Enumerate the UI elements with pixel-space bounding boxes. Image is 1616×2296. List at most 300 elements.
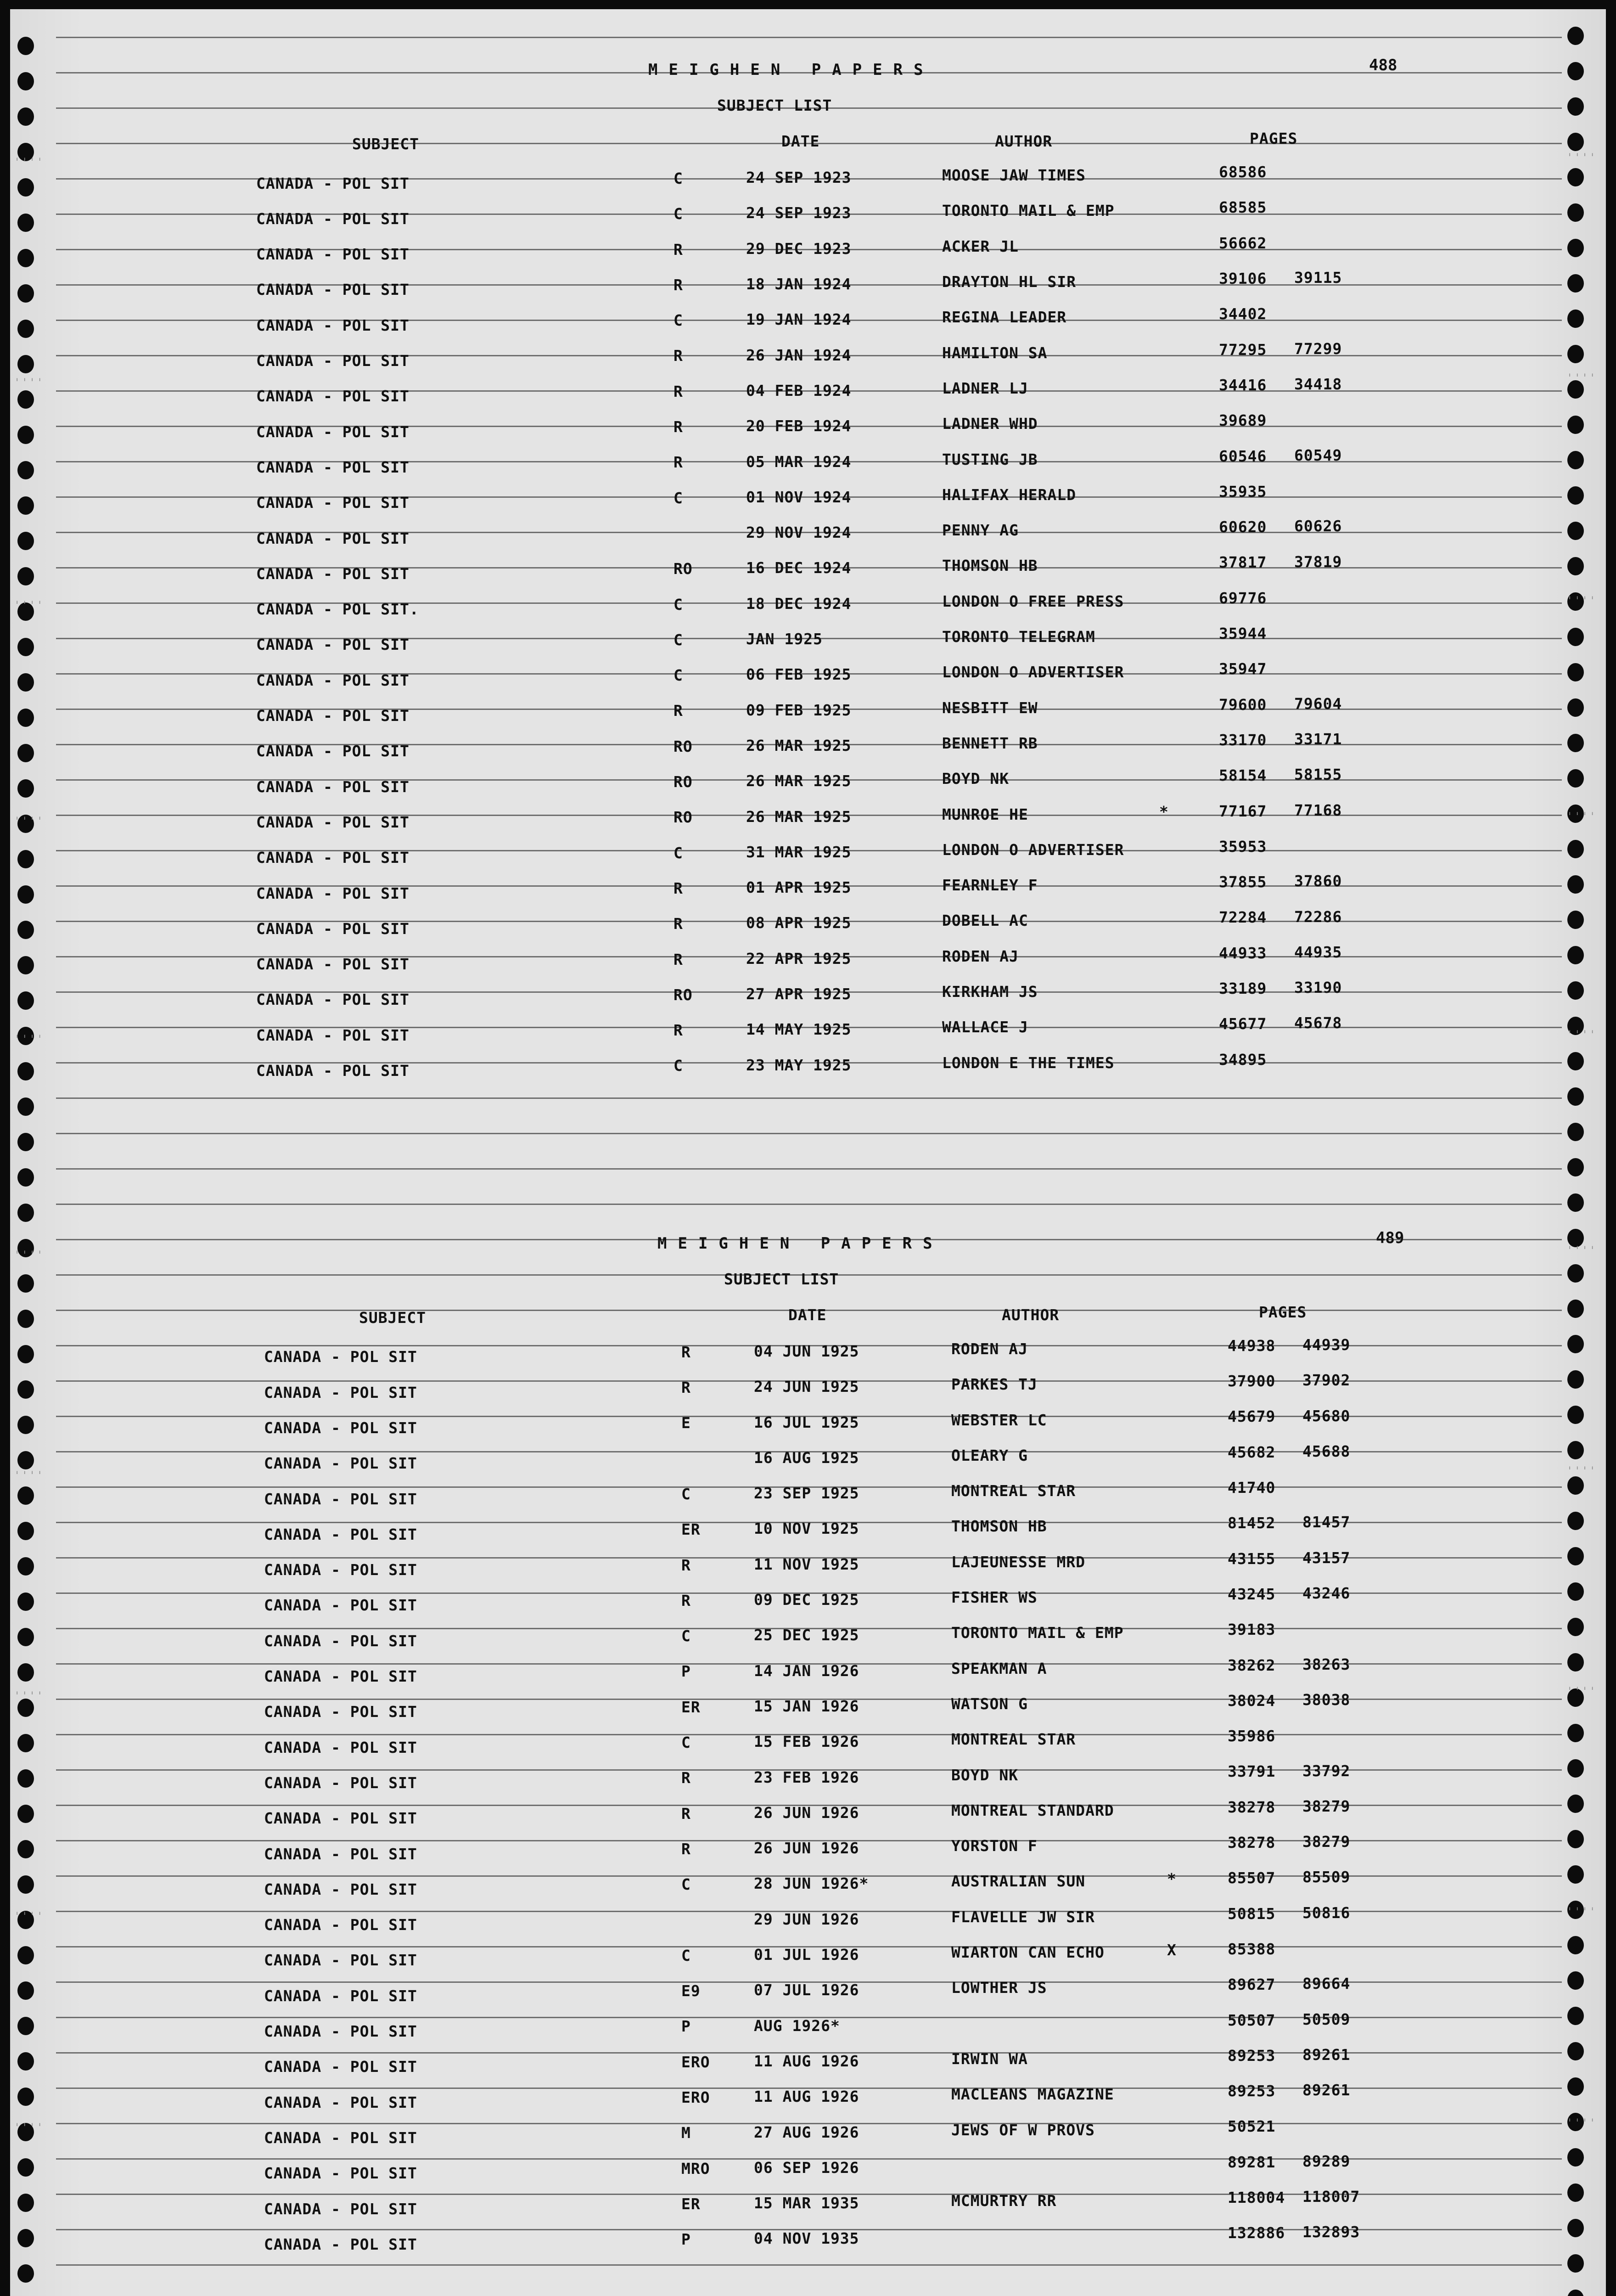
subject-cell: CANADA - POL SIT <box>256 387 410 405</box>
page-end-cell: 77168 <box>1294 801 1342 819</box>
subject-cell: CANADA - POL SIT <box>264 1951 417 1970</box>
author-cell: LONDON O ADVERTISER <box>942 663 1124 681</box>
date-cell: 26 MAR 1925 <box>746 736 852 754</box>
subject-cell: CANADA - POL SIT <box>256 316 410 334</box>
page-end-cell: 79604 <box>1294 694 1342 713</box>
code-cell: R <box>673 1021 683 1040</box>
page-start-cell: 34895 <box>1219 1050 1267 1069</box>
subject-cell: CANADA - POL SIT <box>256 1062 410 1080</box>
date-cell: 26 MAR 1925 <box>746 772 852 790</box>
author-cell: TORONTO TELEGRAM <box>942 628 1095 646</box>
date-cell: 31 MAR 1925 <box>746 843 852 861</box>
page-start-cell: 50521 <box>1228 2117 1276 2136</box>
page-start-cell: 85507 <box>1228 1869 1276 1887</box>
page-start-cell: 33791 <box>1228 1762 1276 1781</box>
code-cell: M <box>681 2124 691 2142</box>
page-start-cell: 35953 <box>1219 837 1267 855</box>
page-end-cell: 50509 <box>1302 2010 1351 2028</box>
page-start-cell: 37855 <box>1219 873 1267 891</box>
author-cell: YORSTON F <box>951 1837 1038 1855</box>
subject-cell: CANADA - POL SIT <box>256 742 410 760</box>
date-cell: 16 AUG 1925 <box>754 1448 859 1467</box>
page-end-cell: 77299 <box>1294 339 1342 358</box>
page-start-cell: 38262 <box>1228 1656 1276 1674</box>
author-cell: HALIFAX HERALD <box>942 485 1077 504</box>
page-start-cell: 44933 <box>1219 944 1267 962</box>
subject-cell: CANADA - POL SIT <box>256 777 410 796</box>
author-cell: RODEN AJ <box>951 1339 1028 1358</box>
page-end-cell: 34418 <box>1294 375 1342 393</box>
date-cell: 10 NOV 1925 <box>754 1519 859 1538</box>
code-cell: R <box>673 879 683 897</box>
column-header-date: DATE <box>788 1306 827 1324</box>
subject-cell: CANADA - POL SIT <box>264 1738 417 1756</box>
code-cell: R <box>681 1591 691 1609</box>
subject-cell: CANADA - POL SIT <box>264 1703 417 1721</box>
page-end-cell: 38279 <box>1302 1797 1351 1815</box>
page-end-cell: 72286 <box>1294 907 1342 926</box>
perforation-mark: ˈˈˈˈ <box>14 2122 44 2134</box>
date-cell: 06 SEP 1926 <box>754 2158 859 2177</box>
code-cell: R <box>681 1840 691 1858</box>
page-start-cell: 89253 <box>1228 2082 1276 2100</box>
perforation-mark: ˈˈˈˈ <box>1566 1244 1597 1257</box>
page-end-cell: 33190 <box>1294 979 1342 997</box>
subject-cell: CANADA - POL SIT <box>256 529 410 547</box>
date-cell: 14 JAN 1926 <box>754 1661 859 1680</box>
page-end-cell: 85509 <box>1302 1868 1351 1886</box>
author-cell: ACKER JL <box>942 237 1019 255</box>
page-start-cell: 68585 <box>1219 198 1267 217</box>
perforation-mark: ˈˈˈˈ <box>1566 1685 1597 1698</box>
subject-cell: CANADA - POL SIT <box>264 1561 417 1579</box>
date-cell: 08 APR 1925 <box>746 914 852 932</box>
code-cell: C <box>681 1733 691 1752</box>
subject-cell: CANADA - POL SIT <box>264 1348 417 1366</box>
page-end-cell: 38279 <box>1302 1833 1351 1851</box>
code-cell: C <box>681 1485 691 1503</box>
date-cell: 26 JUN 1926 <box>754 1803 859 1822</box>
subject-cell: CANADA - POL SIT <box>256 422 410 441</box>
date-cell: 15 FEB 1926 <box>754 1733 859 1751</box>
code-cell: P <box>681 1662 691 1681</box>
code-cell: ER <box>681 1520 701 1539</box>
perforation-mark: ˈˈˈˈ <box>1566 372 1597 385</box>
author-cell: THOMSON HB <box>942 557 1038 575</box>
subject-cell: CANADA - POL SIT <box>264 2022 417 2041</box>
author-cell: MONTREAL STAR <box>951 1730 1076 1749</box>
subject-cell: CANADA - POL SIT <box>256 813 410 831</box>
page-end-cell: 37860 <box>1294 872 1342 890</box>
perforation-mark: ˈˈˈˈ <box>14 1469 44 1482</box>
subject-cell: CANADA - POL SIT <box>264 2164 417 2183</box>
date-cell: 18 DEC 1924 <box>746 594 852 613</box>
code-cell: C <box>673 205 683 223</box>
author-cell: DRAYTON HL SIR <box>942 273 1077 291</box>
printout-page <box>10 9 1606 2296</box>
page-start-cell: 89253 <box>1228 2046 1276 2065</box>
page-end-cell: 118007 <box>1302 2188 1360 2206</box>
page-start-cell: 89627 <box>1228 1975 1276 1994</box>
date-cell: 28 JUN 1926* <box>754 1874 869 1893</box>
subject-list-heading: SUBJECT LIST <box>724 1270 839 1288</box>
page-start-cell: 79600 <box>1219 695 1267 714</box>
author-cell: IRWIN WA <box>951 2049 1028 2068</box>
perforation-mark: ˈˈˈˈ <box>1566 2117 1597 2130</box>
date-cell: 27 AUG 1926 <box>754 2123 859 2141</box>
author-cell: MUNROE HE <box>942 805 1028 823</box>
page-number: 488 <box>1369 56 1397 74</box>
code-cell: RO <box>673 560 693 578</box>
page-end-cell: 44939 <box>1302 1335 1351 1354</box>
perforation-mark: ˈˈˈˈ <box>1566 152 1597 164</box>
code-cell: C <box>673 489 683 507</box>
perforation-mark: ˈˈˈˈ <box>1566 810 1597 823</box>
author-cell: MONTREAL STANDARD <box>951 1801 1114 1819</box>
column-header-pages: PAGES <box>1259 1303 1307 1321</box>
author-cell: MOOSE JAW TIMES <box>942 166 1086 185</box>
subject-cell: CANADA - POL SIT <box>264 2128 417 2147</box>
author-cell: BENNETT RB <box>942 734 1038 752</box>
page-end-cell: 132893 <box>1302 2223 1360 2241</box>
date-cell: 20 FEB 1924 <box>746 417 852 435</box>
subject-cell: CANADA - POL SIT <box>256 1026 410 1044</box>
page-489-section <box>10 1183 1606 2296</box>
date-cell: 09 FEB 1925 <box>746 701 852 719</box>
page-start-cell: 37900 <box>1228 1372 1276 1390</box>
page-start-cell: 132886 <box>1228 2224 1285 2242</box>
page-start-cell: 35947 <box>1219 660 1267 678</box>
subject-cell: CANADA - POL SIT <box>264 1490 417 1508</box>
subject-cell: CANADA - POL SIT. <box>256 600 419 619</box>
page-start-cell: 81452 <box>1228 1514 1276 1532</box>
page-start-cell: 69776 <box>1219 589 1267 607</box>
subject-cell: CANADA - POL SIT <box>256 919 410 938</box>
page-start-cell: 89281 <box>1228 2153 1276 2171</box>
author-cell: PENNY AG <box>942 521 1019 540</box>
author-cell: HAMILTON SA <box>942 343 1048 362</box>
page-start-cell: 72284 <box>1219 908 1267 927</box>
page-start-cell: 50507 <box>1228 2011 1276 2029</box>
subject-cell: CANADA - POL SIT <box>264 1773 417 1792</box>
page-start-cell: 35944 <box>1219 625 1267 642</box>
mark-cell: * <box>1167 1869 1177 1888</box>
page-start-cell: 45682 <box>1228 1443 1276 1461</box>
page-start-cell: 60546 <box>1219 447 1267 465</box>
code-cell: C <box>681 1946 691 1964</box>
author-cell: LONDON O ADVERTISER <box>942 840 1124 859</box>
author-cell: LONDON O FREE PRESS <box>942 592 1124 610</box>
page-start-cell: 43245 <box>1228 1585 1276 1603</box>
page-end-cell: 33792 <box>1302 1761 1351 1780</box>
date-cell: 26 JUN 1926 <box>754 1839 859 1857</box>
subject-cell: CANADA - POL SIT <box>256 564 410 583</box>
author-cell: WATSON G <box>951 1694 1028 1713</box>
perforation-mark: ˈˈˈˈ <box>14 156 44 169</box>
page-end-cell: 45688 <box>1302 1442 1351 1460</box>
date-cell: 07 JUL 1926 <box>754 1981 859 1999</box>
code-cell: R <box>673 347 683 365</box>
date-cell: 15 MAR 1935 <box>754 2194 859 2212</box>
code-cell: R <box>673 418 683 436</box>
page-start-cell: 37817 <box>1219 553 1267 572</box>
page-end-cell: 43157 <box>1302 1548 1351 1567</box>
page-end-cell: 89261 <box>1302 2045 1351 2064</box>
code-cell: ERO <box>681 2053 710 2071</box>
subject-cell: CANADA - POL SIT <box>264 2235 417 2253</box>
code-cell: ER <box>681 2195 701 2213</box>
subject-cell: CANADA - POL SIT <box>256 955 410 974</box>
author-cell: TORONTO MAIL & EMP <box>951 1624 1124 1642</box>
page-start-cell: 45679 <box>1228 1407 1276 1426</box>
code-cell: C <box>681 1627 691 1645</box>
mark-cell: X <box>1167 1941 1177 1959</box>
subject-cell: CANADA - POL SIT <box>256 245 410 264</box>
author-cell: THOMSON HB <box>951 1517 1047 1536</box>
date-cell: 16 DEC 1924 <box>746 559 852 577</box>
column-header-pages: PAGES <box>1250 129 1298 147</box>
page-start-cell: 56662 <box>1219 234 1267 252</box>
page-end-cell: 37819 <box>1294 552 1342 571</box>
perforation-mark: ˈˈˈˈ <box>1566 595 1597 608</box>
subject-cell: CANADA - POL SIT <box>256 636 410 654</box>
subject-cell: CANADA - POL SIT <box>264 2093 417 2111</box>
author-cell: MCMURTRY RR <box>951 2192 1057 2210</box>
code-cell: C <box>673 666 683 685</box>
code-cell: C <box>673 630 683 649</box>
code-cell: R <box>681 1804 691 1823</box>
page-end-cell: 33171 <box>1294 730 1342 748</box>
author-cell: LADNER LJ <box>942 379 1028 397</box>
page-end-cell: 50816 <box>1302 1903 1351 1922</box>
code-cell: R <box>681 1556 691 1574</box>
subject-cell: CANADA - POL SIT <box>264 2058 417 2076</box>
perforation-mark: ˈˈˈˈ <box>14 1690 44 1703</box>
page-start-cell: 68586 <box>1219 163 1267 181</box>
code-cell: R <box>673 702 683 720</box>
author-cell: FISHER WS <box>951 1588 1038 1607</box>
subject-cell: CANADA - POL SIT <box>264 1880 417 1898</box>
code-cell: RO <box>673 808 693 827</box>
code-cell: C <box>673 311 683 330</box>
author-cell: LOWTHER JS <box>951 1979 1047 1997</box>
author-cell: LAJEUNESSE MRD <box>951 1553 1086 1571</box>
subject-list-heading: SUBJECT LIST <box>717 96 832 114</box>
subject-cell: CANADA - POL SIT <box>256 990 410 1009</box>
date-cell: 15 JAN 1926 <box>754 1697 859 1715</box>
author-cell: FLAVELLE JW SIR <box>951 1908 1095 1926</box>
subject-cell: CANADA - POL SIT <box>256 707 410 725</box>
page-start-cell: 45677 <box>1219 1015 1267 1033</box>
subject-cell: CANADA - POL SIT <box>256 209 410 228</box>
subject-cell: CANADA - POL SIT <box>256 671 410 689</box>
code-cell: R <box>673 382 683 400</box>
page-start-cell: 77295 <box>1219 340 1267 359</box>
page-start-cell: 33189 <box>1219 979 1267 997</box>
date-cell: 01 NOV 1924 <box>746 488 852 506</box>
page-start-cell: 34402 <box>1219 305 1267 323</box>
code-cell: RO <box>673 985 693 1004</box>
code-cell: P <box>681 2230 691 2249</box>
code-cell: C <box>673 169 683 187</box>
author-cell: MACLEANS MAGAZINE <box>951 2085 1114 2104</box>
code-cell: R <box>681 1379 691 1397</box>
perforation-mark: ˈˈˈˈ <box>14 599 44 612</box>
date-cell: 24 SEP 1923 <box>746 169 852 187</box>
page-start-cell: 77167 <box>1219 802 1267 820</box>
date-cell: AUG 1926* <box>754 2016 840 2035</box>
page-start-cell: 85388 <box>1228 1940 1276 1958</box>
page-start-cell: 58154 <box>1219 766 1267 785</box>
author-cell: SPEAKMAN A <box>951 1659 1047 1677</box>
date-cell: 11 AUG 1926 <box>754 2088 859 2106</box>
page-start-cell: 33170 <box>1219 731 1267 749</box>
date-cell: 14 MAY 1925 <box>746 1020 852 1039</box>
date-cell: JAN 1925 <box>746 630 823 648</box>
author-cell: JEWS OF W PROVS <box>951 2121 1095 2139</box>
page-start-cell: 41740 <box>1228 1479 1276 1497</box>
page-start-cell: 38278 <box>1228 1834 1276 1852</box>
code-cell: RO <box>673 737 693 755</box>
page-start-cell: 39183 <box>1228 1621 1276 1639</box>
date-cell: 24 JUN 1925 <box>754 1378 859 1396</box>
author-cell: TORONTO MAIL & EMP <box>942 202 1115 220</box>
perforation-mark: ˈˈˈˈ <box>14 815 44 828</box>
document-title: MEIGHEN PAPERS <box>657 1234 943 1253</box>
page-end-cell: 39115 <box>1294 269 1342 287</box>
author-cell: BOYD NK <box>951 1766 1019 1784</box>
subject-cell: CANADA - POL SIT <box>256 849 410 867</box>
date-cell: 16 JUL 1925 <box>754 1413 859 1431</box>
subject-cell: CANADA - POL SIT <box>264 1809 417 1828</box>
code-cell: R <box>673 240 683 259</box>
code-cell: C <box>681 1875 691 1894</box>
subject-cell: CANADA - POL SIT <box>256 174 410 192</box>
author-cell: DOBELL AC <box>942 912 1028 930</box>
author-cell: TUSTING JB <box>942 450 1038 468</box>
page-start-cell: 60620 <box>1219 518 1267 536</box>
code-cell: P <box>681 2017 691 2036</box>
page-start-cell: 118004 <box>1228 2189 1285 2207</box>
page-start-cell: 43155 <box>1228 1549 1276 1568</box>
subject-cell: CANADA - POL SIT <box>256 884 410 902</box>
author-cell: WIARTON CAN ECHO <box>951 1943 1105 1962</box>
page-number: 489 <box>1376 1229 1404 1247</box>
subject-cell: CANADA - POL SIT <box>264 1383 417 1401</box>
code-cell: E <box>681 1414 691 1432</box>
date-cell: 26 MAR 1925 <box>746 807 852 826</box>
date-cell: 04 JUN 1925 <box>754 1342 859 1360</box>
page-end-cell: 45680 <box>1302 1407 1351 1425</box>
page-488-section <box>10 9 1606 1185</box>
column-header-author: AUTHOR <box>1002 1306 1060 1324</box>
mark-cell: * <box>1159 803 1169 821</box>
date-cell: 04 FEB 1924 <box>746 381 852 400</box>
subject-cell: CANADA - POL SIT <box>264 1525 417 1543</box>
date-cell: 23 SEP 1925 <box>754 1484 859 1503</box>
page-end-cell: 89664 <box>1302 1975 1351 1993</box>
page-end-cell: 89289 <box>1302 2152 1351 2170</box>
author-cell: KIRKHAM JS <box>942 983 1038 1001</box>
date-cell: 29 DEC 1923 <box>746 239 852 258</box>
page-start-cell: 38024 <box>1228 1691 1276 1710</box>
subject-cell: CANADA - POL SIT <box>256 281 410 299</box>
code-cell: ERO <box>681 2088 710 2107</box>
date-cell: 11 AUG 1926 <box>754 2052 859 2070</box>
date-cell: 09 DEC 1925 <box>754 1591 859 1609</box>
subject-cell: CANADA - POL SIT <box>256 458 410 476</box>
date-cell: 27 APR 1925 <box>746 985 852 1003</box>
page-end-cell: 37902 <box>1302 1371 1351 1390</box>
date-cell: 01 JUL 1926 <box>754 1946 859 1964</box>
subject-cell: CANADA - POL SIT <box>256 494 410 512</box>
code-cell: C <box>673 844 683 862</box>
perforation-mark: ˈˈˈˈ <box>1566 1465 1597 1478</box>
date-cell: 24 SEP 1923 <box>746 204 852 222</box>
page-start-cell: 38278 <box>1228 1798 1276 1816</box>
page-start-cell: 44938 <box>1228 1336 1276 1355</box>
subject-cell: CANADA - POL SIT <box>264 1418 417 1437</box>
author-cell: NESBITT EW <box>942 698 1038 717</box>
column-header-author: AUTHOR <box>995 132 1053 150</box>
perforation-mark: ˈˈˈˈ <box>1566 1029 1597 1041</box>
code-cell: MRO <box>681 2159 710 2178</box>
code-cell: R <box>673 950 683 968</box>
subject-cell: CANADA - POL SIT <box>264 1454 417 1473</box>
code-cell: R <box>673 915 683 933</box>
subject-cell: CANADA - POL SIT <box>264 1632 417 1650</box>
author-cell: AUSTRALIAN SUN <box>951 1872 1086 1891</box>
author-cell: RODEN AJ <box>942 947 1019 965</box>
author-cell: FEARNLEY F <box>942 876 1038 895</box>
date-cell: 29 NOV 1924 <box>746 523 852 542</box>
code-cell: R <box>673 453 683 472</box>
page-end-cell: 45678 <box>1294 1014 1342 1032</box>
author-cell: REGINA LEADER <box>942 308 1067 326</box>
subject-cell: CANADA - POL SIT <box>264 2200 417 2218</box>
author-cell: LONDON E THE TIMES <box>942 1053 1115 1072</box>
date-cell: 22 APR 1925 <box>746 949 852 968</box>
date-cell: 18 JAN 1924 <box>746 275 852 293</box>
code-cell: C <box>673 1057 683 1075</box>
author-cell: MONTREAL STAR <box>951 1482 1076 1500</box>
page-end-cell: 38038 <box>1302 1690 1351 1709</box>
author-cell: OLEARY G <box>951 1446 1028 1464</box>
perforation-mark: ˈˈˈˈ <box>14 1033 44 1046</box>
page-end-cell: 44935 <box>1294 943 1342 961</box>
code-cell: R <box>681 1769 691 1787</box>
date-cell: 19 JAN 1924 <box>746 310 852 329</box>
code-cell: ER <box>681 1698 701 1716</box>
document-title: MEIGHEN PAPERS <box>648 61 934 79</box>
author-cell: WEBSTER LC <box>951 1411 1047 1429</box>
page-start-cell: 35986 <box>1228 1727 1276 1745</box>
page-end-cell: 60626 <box>1294 517 1342 535</box>
subject-cell: CANADA - POL SIT <box>264 1596 417 1615</box>
subject-cell: CANADA - POL SIT <box>264 1845 417 1863</box>
page-end-cell: 81457 <box>1302 1513 1351 1531</box>
code-cell: RO <box>673 773 693 791</box>
author-cell: WALLACE J <box>942 1018 1028 1036</box>
code-cell: E9 <box>681 1982 701 2000</box>
date-cell: 29 JUN 1926 <box>754 1910 859 1928</box>
date-cell: 01 APR 1925 <box>746 878 852 897</box>
date-cell: 11 NOV 1925 <box>754 1555 859 1573</box>
page-start-cell: 35935 <box>1219 482 1267 501</box>
page-end-cell: 89261 <box>1302 2081 1351 2099</box>
perforation-mark: ˈˈˈˈ <box>14 1249 44 1262</box>
page-end-cell: 38263 <box>1302 1655 1351 1673</box>
